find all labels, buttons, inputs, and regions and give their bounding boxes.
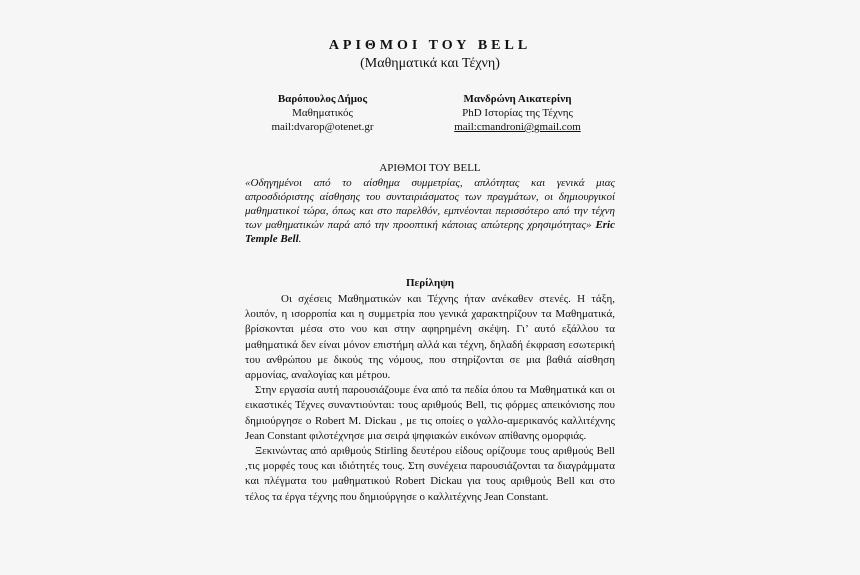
document-title: ΑΡΙΘΜΟΙ ΤΟΥ BELL [328,38,532,53]
author-name: Μανδρώνη Αικατερίνη [463,93,572,105]
epigraph-quote [245,176,615,246]
quote-attribution-suffix: . [298,233,302,245]
abstract-heading: Περίληψη [405,277,455,289]
author-2 [435,92,600,134]
author-email: mail:dvarop@otenet.gr [271,121,374,133]
abstract-body [245,292,615,505]
author-role: PhD Ιστορίας της Τέχνης [462,107,573,119]
author-role: Μαθηματικός [292,107,353,119]
quote-attribution: Eric Temple Bell [245,219,615,245]
document-subtitle: (Μαθηματικά και Τέχνη) [360,56,500,71]
author-email-link[interactable]: mail:cmandroni@gmail.com [454,121,581,133]
abstract-paragraph: Ξεκινώντας από αριθμούς Stirling δευτέρου είδους ορίζουμε τους αριθμούς Bell ,τις μορφές τους και ιδιότητές τους. Στη συνέχεια παρουσιάζονται τα διαγράμματα και πλέγματα του μαθηματικού Robert Dickau για τους αριθμούς Bell και στο τέλος τα έργα τέχνης που δημιούργησε ο καλλιτέχνης Jean Constant. [245,445,615,503]
author-name: Βαρόπουλος Δήμος [277,93,368,105]
abstract-paragraph: Στην εργασία αυτή παρουσιάζουμε ένα από τα πεδία όπου τα Μαθηματικά και οι εικαστικές Τέχνες συναντιούνται: τους αριθμούς Bell, τις φόρμες απεικόνισης που δημιούργησε ο Robert M. Dickau , με τις οποίες ο γαλλο-αμερικανός καλλιτέχνης Jean Constant φιλοτέχνησε μια σειρά ψηφιακών εικόνων απίθανης ομορφιάς. [245,384,615,442]
abstract-paragraph: Οι σχέσεις Μαθηματικών και Τέχνης ήταν ανέκαθεν στενές. Η τάξη, λοιπόν, η ισορροπία και η συμμετρία που γενικά χαρακτηρίζουν τα Μαθηματικά, βρίσκονται μέσα στο νου και στην αφηρημένη σκέψη. Γι’ αυτό εξάλλου τα μαθηματικά δεν είναι μόνον επιστήμη αλλά και τέχνη, δηλαδή έκφραση εσωτερική του ανθρώπου με δικούς της νόμους, που στηρίζονται σε μια βαθιά αίσθηση αρμονίας, αναλογίας και μέτρου. [245,293,615,382]
epigraph-heading: ΑΡΙΘΜΟΙ ΤΟΥ BELL [379,162,481,174]
quote-text: «Οδηγημένοι από το αίσθημα συμμετρίας, απλότητας και γενικά μιας απροσδιόριστης αίσθησης του συνταιριάσματος των πραγμάτων, οι δημιουργικοί μαθηματικοί τώρα, όπως και στο παρελθόν, εμπνέονται περισσότερο από την τέχνη των μαθηματικών παρά από την προοπτική κάποιας απώτερης χρησιμότητας» [245,177,615,231]
author-1 [245,92,400,134]
